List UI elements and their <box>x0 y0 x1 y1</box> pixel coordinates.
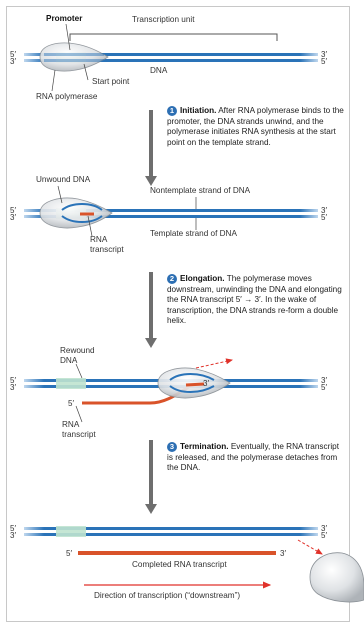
strand-ends-right-1: 3′ 5′ <box>321 50 327 66</box>
step-termination <box>167 442 345 474</box>
rna-polymerase-1 <box>40 43 108 71</box>
strand-ends-left-3: 5′ 3′ <box>10 376 16 392</box>
promoter-label: Promoter <box>46 14 83 23</box>
template-strand-label: Template strand of DNA <box>150 229 237 238</box>
strand-ends-right-4: 3′ 5′ <box>321 524 327 540</box>
released-rna-polymerase <box>310 553 364 602</box>
step-number-3: 3 <box>167 442 177 452</box>
step-text-initiation: After RNA polymerase binds to the promoter, the DNA strands unwind, and the polymerase initiates RNA synthesis at the start point on the template strand. <box>167 106 344 147</box>
step-initiation <box>167 106 345 148</box>
nontemplate-strand-label: Nontemplate strand of DNA <box>150 186 251 195</box>
rewound-dna-label: Rewound DNA <box>60 346 95 365</box>
panel-promoter <box>24 24 318 91</box>
step-title-elongation: Elongation. <box>180 274 225 283</box>
step-title-initiation: Initiation. <box>180 106 217 115</box>
step-elongation <box>167 274 345 327</box>
rna-polymerase-label: RNA polymerase <box>36 92 98 101</box>
unwound-dna-label: Unwound DNA <box>36 175 91 184</box>
direction-label: Direction of transcription (“downstream”) <box>94 591 241 600</box>
rna-transcript-label-1: RNA transcript <box>90 235 124 254</box>
rna-polymerase-3 <box>158 368 230 398</box>
step-text-termination: Eventually, the RNA transcript is released, and the polymerase detaches from the DNA. <box>167 442 339 473</box>
rna-polymerase-2 <box>40 198 112 228</box>
strand-ends-right-3: 3′ 5′ <box>321 376 327 392</box>
transcription-unit-bracket <box>70 34 277 41</box>
step-text-elongation: The polymerase moves downstream, unwinding the DNA and elongating the RNA transcript 5′ → 3′. In the wake of transcription, the DNA strands re-form a double helix. <box>167 274 342 326</box>
rna-5prime-label: 5′ <box>68 399 74 408</box>
panel-elongation <box>24 360 318 422</box>
completed-rna-transcript <box>78 551 276 555</box>
transcription-unit-label: Transcription unit <box>132 15 195 24</box>
strand-ends-left-2: 5′ 3′ <box>10 206 16 222</box>
rna-transcript-label-2: RNA transcript <box>62 420 96 439</box>
completed-transcript-label: Completed RNA transcript <box>132 560 227 569</box>
step-title-termination: Termination. <box>180 442 229 451</box>
process-arrows <box>145 110 157 514</box>
strand-ends-left-1: 5′ 3′ <box>10 50 16 66</box>
completed-3prime-label: 3′ <box>280 549 286 558</box>
step-number-1: 1 <box>167 106 177 116</box>
rna-3prime-label: 3′ <box>203 379 209 388</box>
completed-5prime-label: 5′ <box>66 549 72 558</box>
start-point-label: Start point <box>92 77 130 86</box>
step-number-2: 2 <box>167 274 177 284</box>
dna-label: DNA <box>150 66 168 75</box>
strand-ends-left-4: 5′ 3′ <box>10 524 16 540</box>
strand-ends-right-2: 3′ 5′ <box>321 206 327 222</box>
